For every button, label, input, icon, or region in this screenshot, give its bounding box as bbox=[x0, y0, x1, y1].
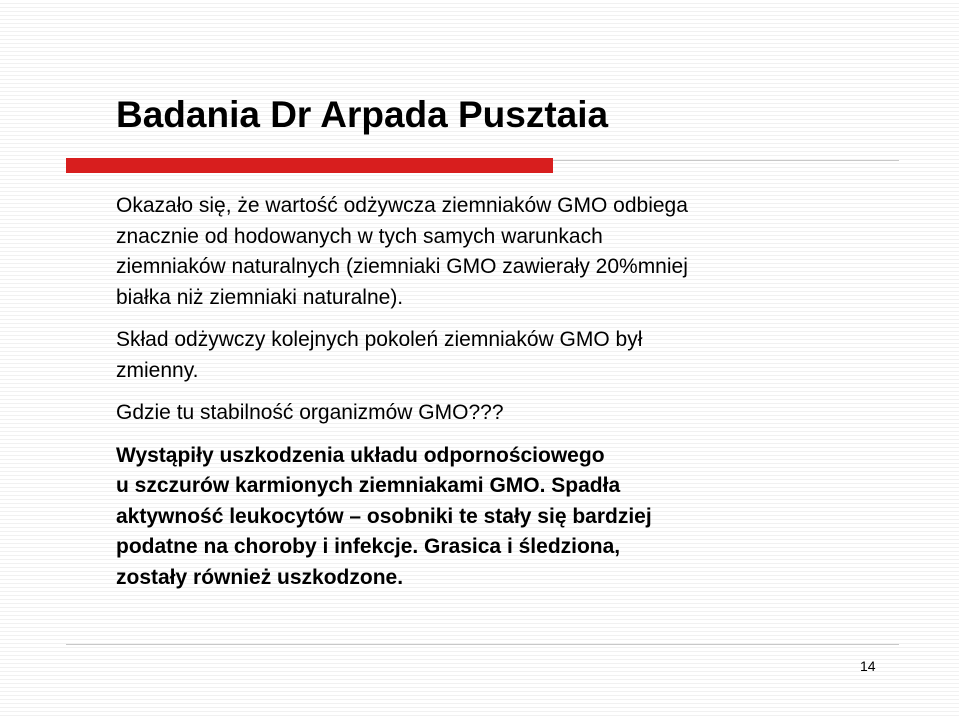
text-line: Okazało się, że wartość odżywcza ziemniaków GMO odbiega bbox=[116, 194, 688, 217]
paragraph-immune-damage bbox=[116, 441, 856, 594]
slide-body bbox=[116, 191, 856, 593]
text-line: białka niż ziemniaki naturalne). bbox=[116, 285, 404, 309]
paragraph-nutritional-value bbox=[116, 191, 856, 313]
text-line: znacznie od hodowanych w tych samych warunkach bbox=[116, 224, 603, 248]
paragraph-stability-question bbox=[116, 398, 856, 429]
text-line: zostały również uszkodzone. bbox=[116, 565, 404, 589]
text-line: Gdzie tu stabilność organizmów GMO??? bbox=[116, 401, 504, 424]
text-line: aktywność leukocytów – osobniki te stały się bardziej bbox=[116, 504, 652, 528]
footer-divider-line bbox=[66, 644, 899, 645]
text-line: Skład odżywczy kolejnych pokoleń ziemniaków GMO był bbox=[116, 328, 643, 351]
page-number: 14 bbox=[860, 658, 876, 674]
paragraph-composition-variability bbox=[116, 325, 856, 386]
text-line: ziemniaków naturalnych (ziemniaki GMO zawierały 20%mniej bbox=[116, 255, 688, 278]
text-line: zmienny. bbox=[116, 358, 199, 382]
text-line: Wystąpiły uszkodzenia układu odpornościowego bbox=[116, 443, 605, 467]
text-line: u szczurów karmionych ziemniakami GMO. Spadła bbox=[116, 474, 621, 497]
text-line: podatne na choroby i infekcje. Grasica i śledziona, bbox=[116, 535, 621, 558]
title-accent-bar bbox=[66, 158, 553, 173]
slide-title: Badania Dr Arpada Pusztaia bbox=[116, 94, 609, 135]
